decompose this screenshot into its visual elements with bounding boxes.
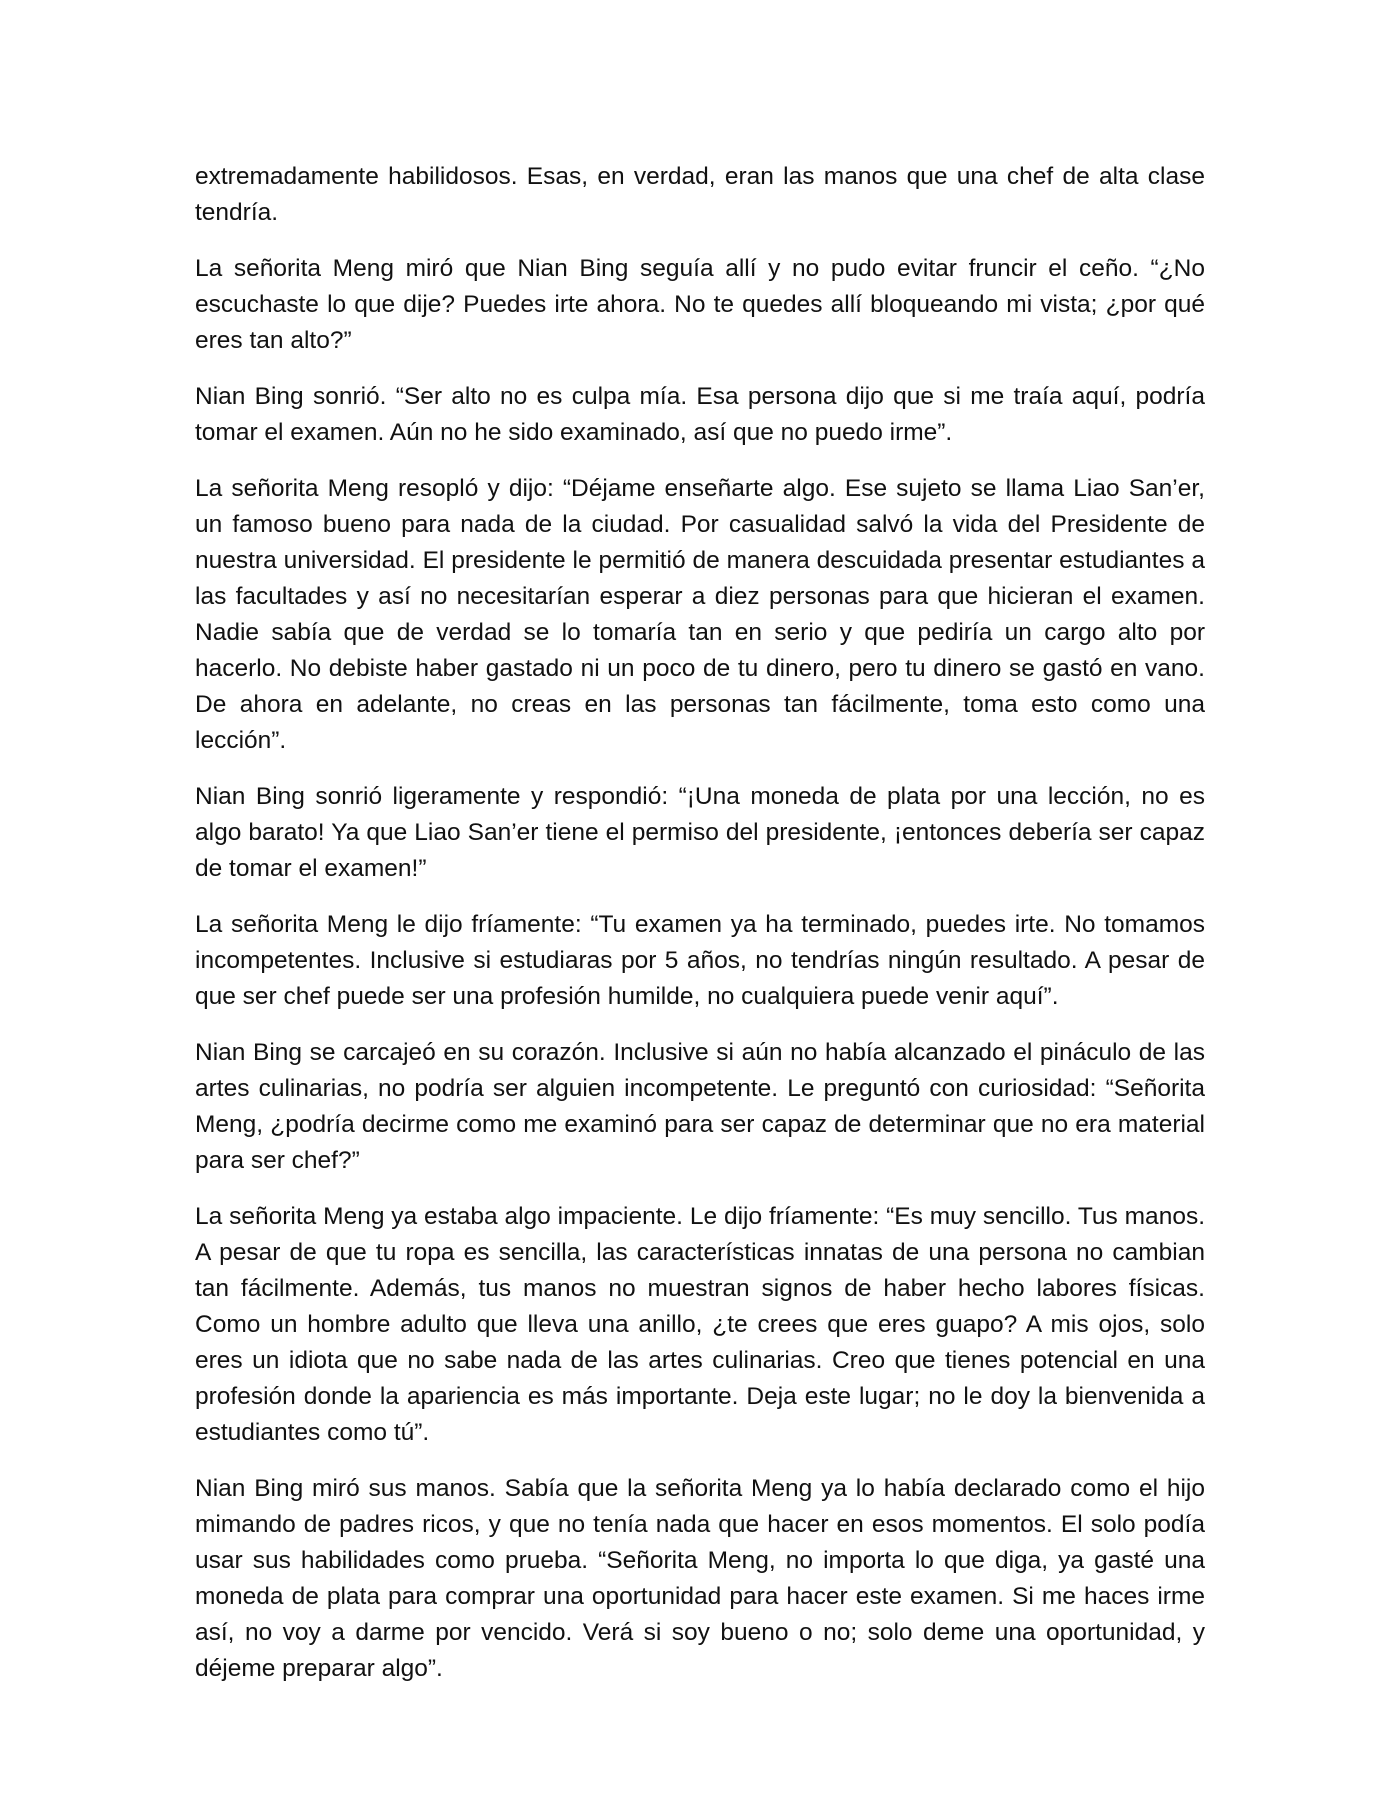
paragraph: Nian Bing sonrió. “Ser alto no es culpa mía. Esa persona dijo que si me traía aquí, podría tomar el examen. Aún no he sido examinado, así que no puedo irme”.: [195, 383, 1205, 446]
paragraph: La señorita Meng ya estaba algo impaciente. Le dijo fríamente: “Es muy sencillo. Tus manos. A pesar de que tu ropa es sencilla, las características innatas de una persona no cambian tan fácilmente. Además, tus manos no muestran signos de haber hecho labores físicas. Como un hombre adulto que lleva una anillo, ¿te crees que eres guapo? A mis ojos, solo eres un idiota que no sabe nada de las artes culinarias. Creo que tienes potencial en una profesión donde la apariencia es más importante. Deja este lugar; no le doy la bienvenida a estudiantes como tú”.: [195, 1203, 1205, 1446]
paragraph: La señorita Meng le dijo fríamente: “Tu examen ya ha terminado, puedes irte. No tomamos incompetentes. Inclusive si estudiaras por 5 años, no tendrías ningún resultado. A pesar de que ser chef puede ser una profesión humilde, no cualquiera puede venir aquí”.: [195, 911, 1205, 1010]
body-text: [195, 159, 1205, 1707]
paragraph: Nian Bing se carcajeó en su corazón. Inclusive si aún no había alcanzado el pináculo de las artes culinarias, no podría ser alguien incompetente. Le preguntó con curiosidad: “Señorita Meng, ¿podría decirme como me examinó para ser capaz de determinar que no era material para ser chef?”: [195, 1039, 1205, 1174]
paragraph: La señorita Meng resopló y dijo: “Déjame enseñarte algo. Ese sujeto se llama Liao San’er, un famoso bueno para nada de la ciudad. Por casualidad salvó la vida del Presidente de nuestra universidad. El presidente le permitió de manera descuidada presentar estudiantes a las facultades y así no necesitarían esperar a diez personas para que hicieran el examen. Nadie sabía que de verdad se lo tomaría tan en serio y que pediría un cargo alto por hacerlo. No debiste haber gastado ni un poco de tu dinero, pero tu dinero se gastó en vano. De ahora en adelante, no creas en las personas tan fácilmente, toma esto como una lección”.: [195, 475, 1205, 754]
paragraph: Nian Bing sonrió ligeramente y respondió: “¡Una moneda de plata por una lección, no es algo barato! Ya que Liao San’er tiene el permiso del presidente, ¡entonces debería ser capaz de tomar el examen!”: [195, 783, 1205, 882]
paragraph: La señorita Meng miró que Nian Bing seguía allí y no pudo evitar fruncir el ceño. “¿No escuchaste lo que dije? Puedes irte ahora. No te quedes allí bloqueando mi vista; ¿por qué eres tan alto?”: [195, 255, 1205, 354]
paragraph: Nian Bing miró sus manos. Sabía que la señorita Meng ya lo había declarado como el hijo mimando de padres ricos, y que no tenía nada que hacer en esos momentos. El solo podía usar sus habilidades como prueba. “Señorita Meng, no importa lo que diga, ya gasté una moneda de plata para comprar una oportunidad para hacer este examen. Si me haces irme así, no voy a darme por vencido. Verá si soy bueno o no; solo deme una oportunidad, y déjeme preparar algo”.: [195, 1475, 1205, 1682]
paragraph: extremadamente habilidosos. Esas, en verdad, eran las manos que una chef de alta clase tendría.: [195, 163, 1205, 226]
